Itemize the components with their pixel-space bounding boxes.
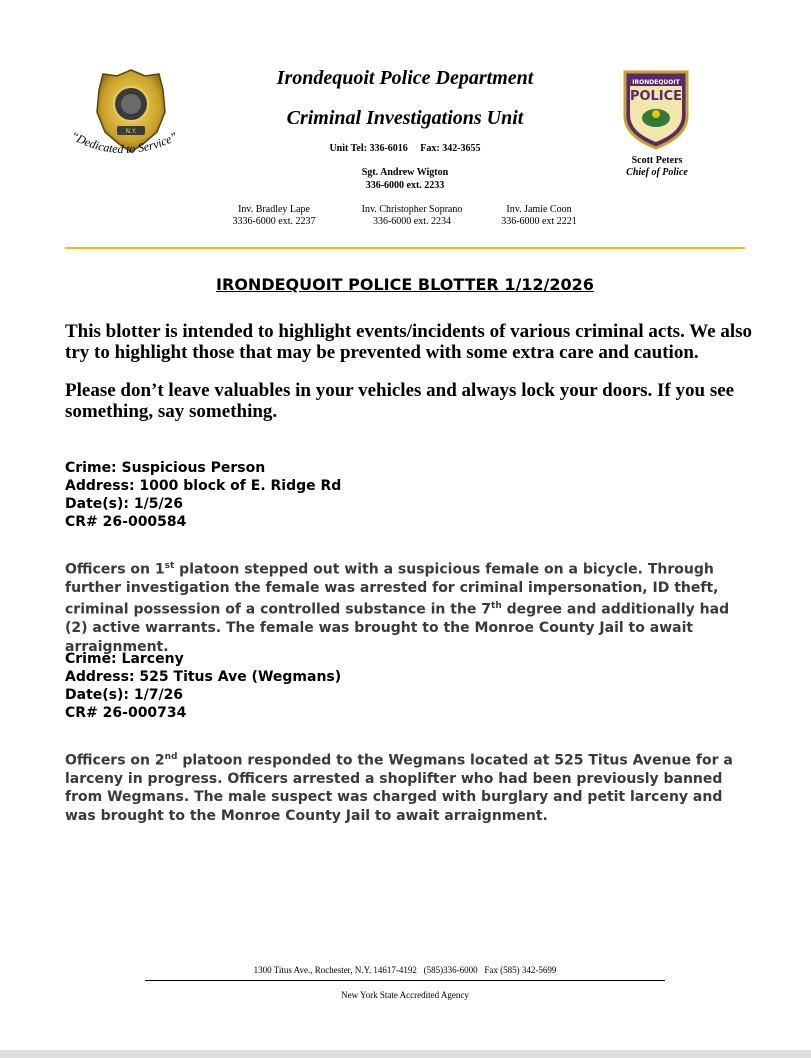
sergeant-name: Sgt. Andrew Wigton — [361, 167, 449, 178]
crime-address: Address: 525 Titus Ave (Wegmans) — [65, 669, 342, 685]
incident-2-narrative: Officers on 2nd platoon responded to the Wegmans located at 525 Titus Avenue for a larceny in progress. Officers arrested a shoplifter who had been previously banned from Wegmans. The male suspect was charged with burglary and petit larceny and was brought to the Monroe County Jail to await arraignment. — [65, 752, 733, 824]
patch-top-text: IRONDEQUOIT — [632, 79, 680, 86]
motto-text: “Dedicated to Service” — [68, 128, 180, 157]
intro-paragraph-1: This blotter is intended to highlight events/incidents of various criminal acts. We also try to highlight those that may be prevented with some extra care and caution. — [65, 321, 753, 363]
blotter-title: IRONDEQUOIT POLICE BLOTTER 1/12/2026 — [216, 275, 594, 294]
crime-dates: Date(s): 1/7/26 — [65, 687, 184, 703]
police-patch-logo — [621, 70, 691, 150]
incident-1-narrative: Officers on 1st platoon stepped out with a suspicious female on a bicycle. Through further investigation the female was arrested for criminal impersonation, ID theft, criminal possession of a controlled substance in the 7th degree and additionally had (2) active warrants. The female was brought to the Monroe County Jail to await arraignment. — [65, 561, 730, 655]
investigator-3 — [464, 204, 614, 228]
investigator-1 — [199, 204, 349, 228]
footer-divider — [145, 980, 665, 981]
investigator-name: Inv. Christopher Soprano — [361, 204, 463, 215]
crime-cr-number: CR# 26-000584 — [65, 514, 187, 530]
crime-type: Crime: Suspicious Person — [65, 460, 266, 476]
unit-contact: Unit Tel: 336-6016 Fax: 342-3655 — [329, 143, 481, 154]
unit-name: Criminal Investigations Unit — [286, 107, 524, 129]
crime-dates: Date(s): 1/5/26 — [65, 496, 184, 512]
footer-accreditation: New York State Accredited Agency — [341, 990, 469, 1000]
motto — [64, 128, 194, 168]
crime-cr-number: CR# 26-000734 — [65, 705, 187, 721]
crime-type: Crime: Larceny — [65, 651, 184, 667]
header-divider — [65, 247, 745, 249]
incident-1-details — [65, 459, 755, 531]
intro-paragraph-2: Please don’t leave valuables in your vehicles and always lock your doors. If you see something, say something. — [65, 380, 735, 422]
sergeant-block — [200, 166, 610, 192]
footer-address: 1300 Titus Ave., Rochester, N.Y. 14617-4192 (585)336-6000 Fax (585) 342-5699 — [253, 965, 557, 975]
chief-block — [595, 155, 719, 179]
page-bottom-edge — [0, 1050, 811, 1058]
investigator-ext: 336-6000 ext. 2234 — [372, 216, 452, 227]
investigator-name: Inv. Jamie Coon — [506, 204, 572, 215]
investigator-ext: 3336-6000 ext. 2237 — [232, 216, 316, 227]
patch-main-text: POLICE — [629, 89, 683, 104]
chief-name: Scott Peters — [631, 155, 683, 166]
incident-2-details — [65, 650, 755, 722]
crime-address: Address: 1000 block of E. Ridge Rd — [65, 478, 342, 494]
investigator-ext: 336-6000 ext 2221 — [501, 216, 577, 227]
chief-title: Chief of Police — [626, 167, 688, 178]
investigator-name: Inv. Bradley Lape — [238, 204, 310, 215]
badge-text: N.Y. — [125, 128, 137, 135]
department-name: Irondequoit Police Department — [276, 67, 534, 89]
sergeant-ext: 336-6000 ext. 2233 — [365, 180, 445, 191]
svg-text:“Dedicated to Service” — [69, 128, 180, 156]
